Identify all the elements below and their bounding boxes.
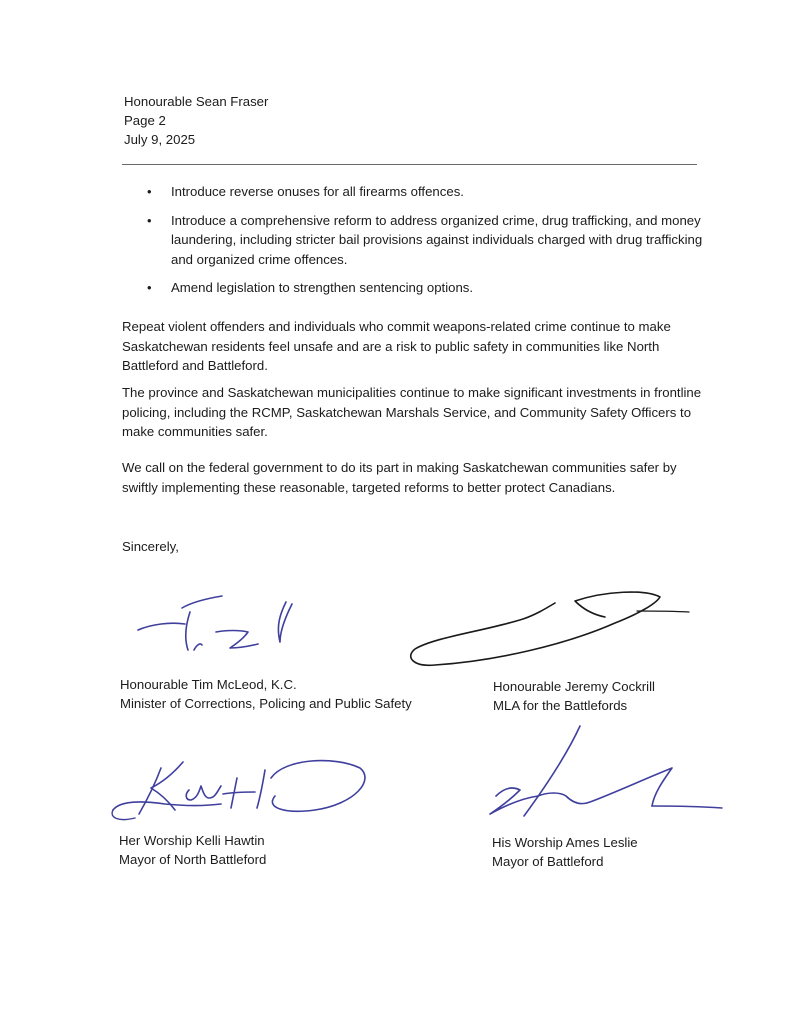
signatory-name: His Worship Ames Leslie bbox=[492, 835, 638, 850]
recommendation-list bbox=[144, 182, 704, 307]
signature-stroke bbox=[186, 612, 202, 650]
signature-stroke bbox=[182, 596, 222, 608]
signature-stroke bbox=[524, 726, 580, 816]
signatory-block bbox=[492, 833, 638, 871]
signature-stroke bbox=[652, 806, 722, 808]
signature-stroke bbox=[490, 788, 538, 814]
signature-stroke bbox=[538, 768, 672, 806]
signature-stroke bbox=[278, 602, 292, 642]
signatory-name: Honourable Jeremy Cockrill bbox=[493, 679, 655, 694]
signatory-block bbox=[119, 831, 266, 869]
page-number: Page 2 bbox=[124, 113, 166, 128]
bullet-icon: • bbox=[147, 184, 152, 199]
signature-stroke bbox=[271, 761, 365, 812]
recipient-name: Honourable Sean Fraser bbox=[124, 94, 269, 109]
body-paragraph: The province and Saskatchewan municipalities continue to make significant investments in frontline policing, including the RCMP, Saskatchewan Marshals Service, and Community Safety Officers to make communities safer. bbox=[122, 385, 702, 439]
signature-stroke bbox=[113, 802, 221, 810]
signatory-title: Mayor of Battleford bbox=[492, 854, 604, 869]
signatory-name: Honourable Tim McLeod, K.C. bbox=[120, 677, 297, 692]
list-item bbox=[144, 182, 704, 202]
signature-hawtin bbox=[105, 748, 375, 833]
signature-cockrill bbox=[405, 585, 695, 675]
letter-date: July 9, 2025 bbox=[124, 132, 196, 147]
signature-stroke bbox=[411, 592, 660, 665]
bullet-icon: • bbox=[147, 280, 152, 295]
list-item bbox=[144, 211, 704, 270]
list-item-text: Introduce reverse onuses for all firearms offences. bbox=[171, 184, 464, 199]
signatory-name: Her Worship Kelli Hawtin bbox=[119, 833, 265, 848]
signature-mcleod bbox=[130, 590, 300, 670]
signature-stroke bbox=[138, 623, 185, 630]
bullet-icon: • bbox=[147, 212, 152, 228]
letter-header bbox=[124, 92, 268, 149]
list-item bbox=[144, 278, 704, 298]
header-divider bbox=[122, 164, 697, 165]
signature-stroke bbox=[186, 786, 221, 800]
list-item-text: Amend legislation to strengthen sentencing options. bbox=[171, 280, 474, 295]
signatory-block bbox=[493, 677, 655, 715]
signature-stroke bbox=[637, 611, 689, 612]
closing-salutation: Sincerely, bbox=[122, 539, 179, 554]
signature-stroke bbox=[112, 810, 135, 820]
signature-stroke bbox=[223, 770, 265, 808]
body-paragraph: We call on the federal government to do its part in making Saskatchewan communities safer by swiftly implementing these reasonable, targeted reforms to better protect Canadians. bbox=[122, 460, 677, 495]
signatory-title: Minister of Corrections, Policing and Public Safety bbox=[120, 696, 412, 711]
signature-leslie bbox=[472, 722, 732, 827]
list-item-text: Introduce a comprehensive reform to address organized crime, drug trafficking, and money laundering, including stricter bail provisions against individuals charged with drug trafficking and organized crime offences. bbox=[171, 212, 703, 267]
signatory-title: MLA for the Battlefords bbox=[493, 698, 628, 713]
signature-stroke bbox=[216, 631, 258, 649]
signature-stroke bbox=[139, 768, 161, 814]
signatory-title: Mayor of North Battleford bbox=[119, 852, 267, 867]
signatory-block bbox=[120, 675, 412, 713]
body-paragraph: Repeat violent offenders and individuals who commit weapons-related crime continue to make Saskatchewan residents feel unsafe and are a risk to public safety in communities like North Battleford and Battleford. bbox=[122, 319, 671, 373]
